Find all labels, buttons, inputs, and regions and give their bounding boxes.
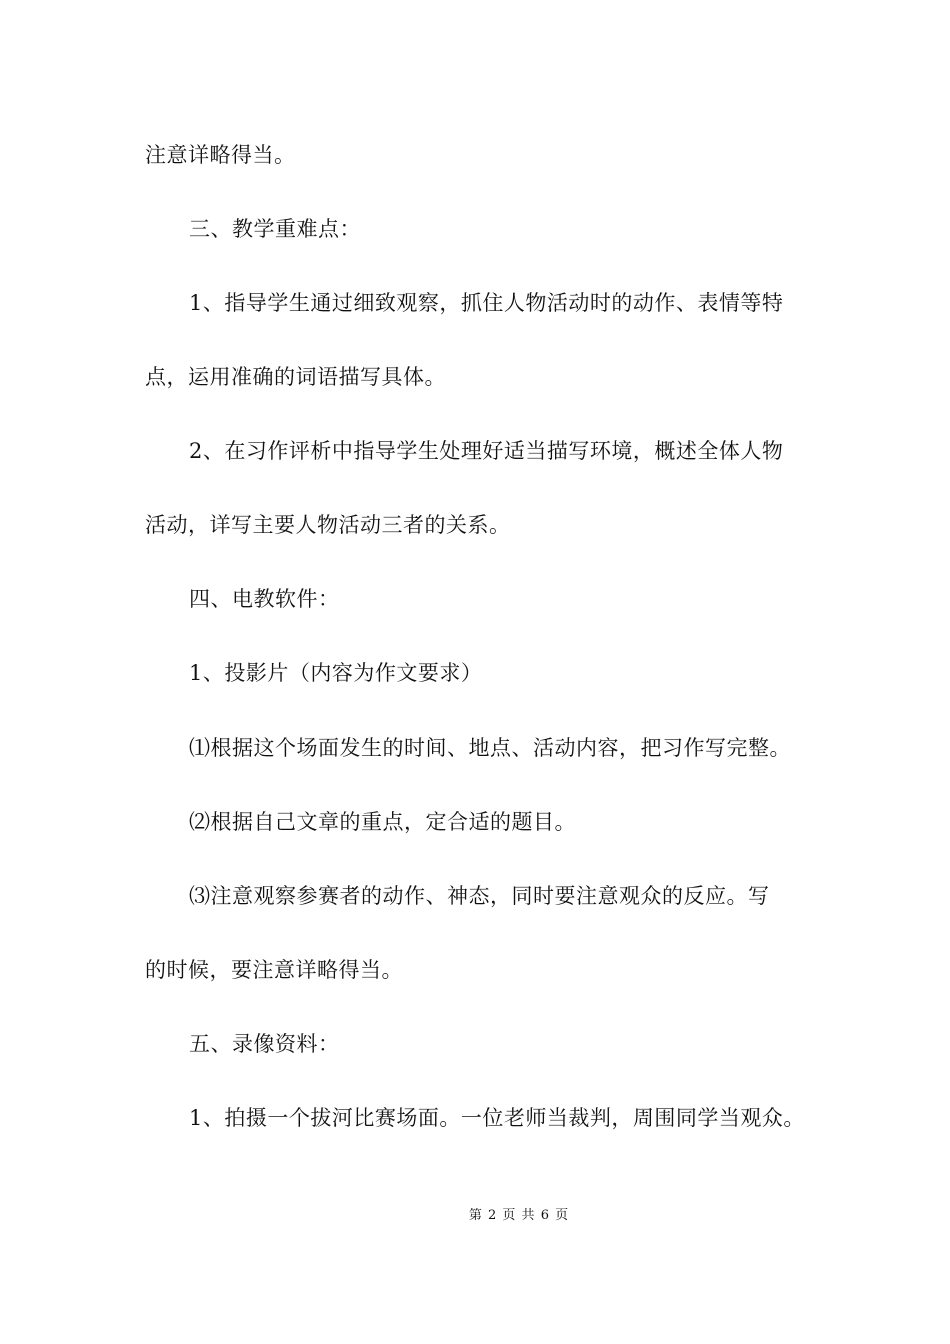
paragraph-line-12: 的时候，要注意详略得当。 [145, 958, 403, 982]
paragraph-line-6: 活动，详写主要人物活动三者的关系。 [145, 513, 511, 537]
section-heading-5: 五、录像资料： [189, 1032, 340, 1056]
paragraph-line-4: 点，运用准确的词语描写具体。 [145, 365, 446, 389]
paragraph-line-5: 2、在习作评析中指导学生处理好适当描写环境，概述全体人物 [189, 439, 784, 463]
paragraph-line-3: 1、指导学生通过细致观察，抓住人物活动时的动作、表情等特 [189, 291, 784, 315]
paragraph-line-10: ⑵根据自己文章的重点，定合适的题目。 [189, 810, 576, 834]
section-heading-3: 三、教学重难点： [189, 217, 361, 241]
paragraph-line-14: 1、拍摄一个拔河比赛场面。一位老师当裁判，周围同学当观众。 [189, 1106, 805, 1130]
paragraph-line-9: ⑴根据这个场面发生的时间、地点、活动内容，把习作写完整。 [189, 736, 791, 760]
paragraph-line-1: 注意详略得当。 [145, 143, 296, 167]
section-heading-4: 四、电教软件： [189, 587, 340, 611]
paragraph-line-11: ⑶注意观察参赛者的动作、神态，同时要注意观众的反应。写 [189, 884, 770, 908]
page-number-footer: 第 2 页 共 6 页 [468, 1208, 570, 1223]
paragraph-line-8: 1、投影片（内容为作文要求） [189, 661, 483, 685]
